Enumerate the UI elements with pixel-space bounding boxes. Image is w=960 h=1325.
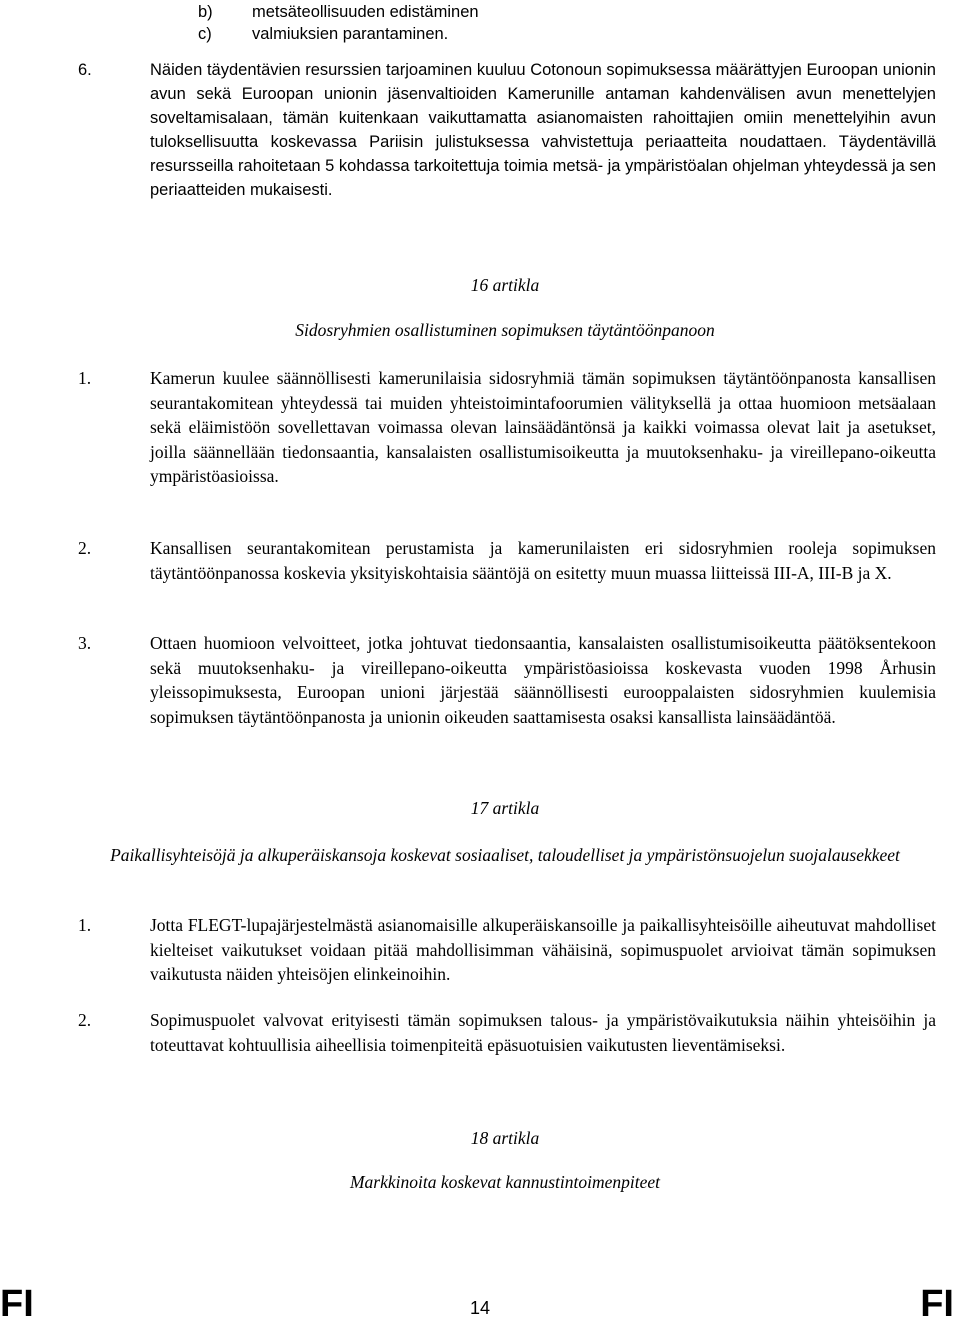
article-17-item-2-number: 2. (78, 1010, 92, 1030)
page-number: 14 (469, 1298, 491, 1318)
article-17-item-1-number: 1. (78, 915, 92, 935)
article-18-title: Markkinoita koskevat kannustintoimenpiteet (349, 1172, 661, 1192)
article-17-title: Paikallisyhteisöjä ja alkuperäiskansoja koskevat sosiaaliset, taloudelliset ja ympäristönsuojelun suojalausekkeet (110, 845, 900, 865)
item-6-text: Näiden täydentävien resurssien tarjoaminen kuuluu Cotonoun sopimuksessa määrättyjen Euroopan unionin avun sekä Euroopan unionin jäsenvaltioiden Kamerunille antaman kahdenvälisen avun menettelyjen soveltamisalaan, tämän kuitenkaan vaikuttamatta asianomaisten rahoittajien omiin menettelyihin avun tuloksellisuutta koskevassa Pariisin julistuksessa vahvistettuja periaatteita noudattaen. Täydentävillä resursseilla rahoitetaan 5 kohdassa tarkoitettuja toimia metsä- ja ympäristöalan ohjelman yhteydessä ja sen periaatteiden mukaisesti. (150, 61, 936, 199)
article-16-item-1-text: Kamerun kuulee säännöllisesti kamerunilaisia sidosryhmiä tämän sopimuksen täytäntöönpanosta kansallisen seurantakomitean yhteydessä tai muiden yhteistoimintafoorumien välityksellä ja ottaa huomioon metsäalaan sekä eläimistöön sovellettavan voimassa olevan lainsäädäntönsä ja kaikki voimassa olevat lait ja asetukset, joilla säännellään tiedonsaantia, kansalaisten osallistumisoikeutta ja muutoksenhaku- ja vireillepano-oikeutta ympäristöasioissa. (150, 368, 936, 486)
article-16-item-2-text: Kansallisen seurantakomitean perustamista ja kamerunilaisten eri sidosryhmien rooleja sopimuksen täytäntöönpanossa koskevia yksityiskohtaisia sääntöjä on esitetty muun muassa liitteissä III-A, III-B ja X. (150, 538, 936, 583)
article-16-item-3-text: Ottaen huomioon velvoitteet, jotka johtuvat tiedonsaantia, kansalaisten osallistumisoikeutta päätöksentekoon sekä muutoksenhaku- ja vireillepano-oikeutta ympäristöasioissa koskevasta vuoden 1998 Århusin yleissopimuksesta, Euroopan unioni järjestää säännöllisesti eurooppalaisten sidosryhmien kuulemisia sopimuksen täytäntöönpanosta ja unionin oikeuden saattamisesta osaksi kansallista lainsäädäntöä. (150, 633, 936, 727)
article-17-item-1-text: Jotta FLEGT-lupajärjestelmästä asianomaisille alkuperäiskansoille ja paikallisyhteisöille aiheutuvat mahdolliset kielteiset vaikutukset voidaan pitää mahdollisimman vähäisinä, sopimuspuolet arvioivat tämän sopimuksen vaikutusta näiden yhteisöjen elinkeinoihin. (150, 915, 936, 984)
list-label-c: c) (198, 25, 212, 43)
footer-language-left: FI (0, 1283, 34, 1325)
article-18-heading: 18 artikla (470, 1128, 540, 1148)
list-text-c: valmiuksien parantaminen. (252, 25, 449, 43)
article-17-item-2-text: Sopimuspuolet valvovat erityisesti tämän sopimuksen talous- ja ympäristövaikutuksia näihin yhteisöihin ja toteuttavat kohtuullisia aiheellisia toimenpiteitä epäsuotuisien vaikutusten lieventämiseksi. (150, 1010, 936, 1055)
item-6-number: 6. (78, 61, 92, 79)
footer-language-right: FI (920, 1283, 954, 1325)
article-16-item-2-number: 2. (78, 538, 92, 558)
article-16-item-1-number: 1. (78, 368, 92, 388)
list-text-b: metsäteollisuuden edistäminen (252, 3, 479, 21)
list-label-b: b) (198, 3, 213, 21)
article-16-heading: 16 artikla (470, 275, 540, 295)
article-16-title: Sidosryhmien osallistuminen sopimuksen täytäntöönpanoon (295, 320, 715, 340)
article-16-item-3-number: 3. (78, 633, 92, 653)
article-17-heading: 17 artikla (470, 798, 540, 818)
